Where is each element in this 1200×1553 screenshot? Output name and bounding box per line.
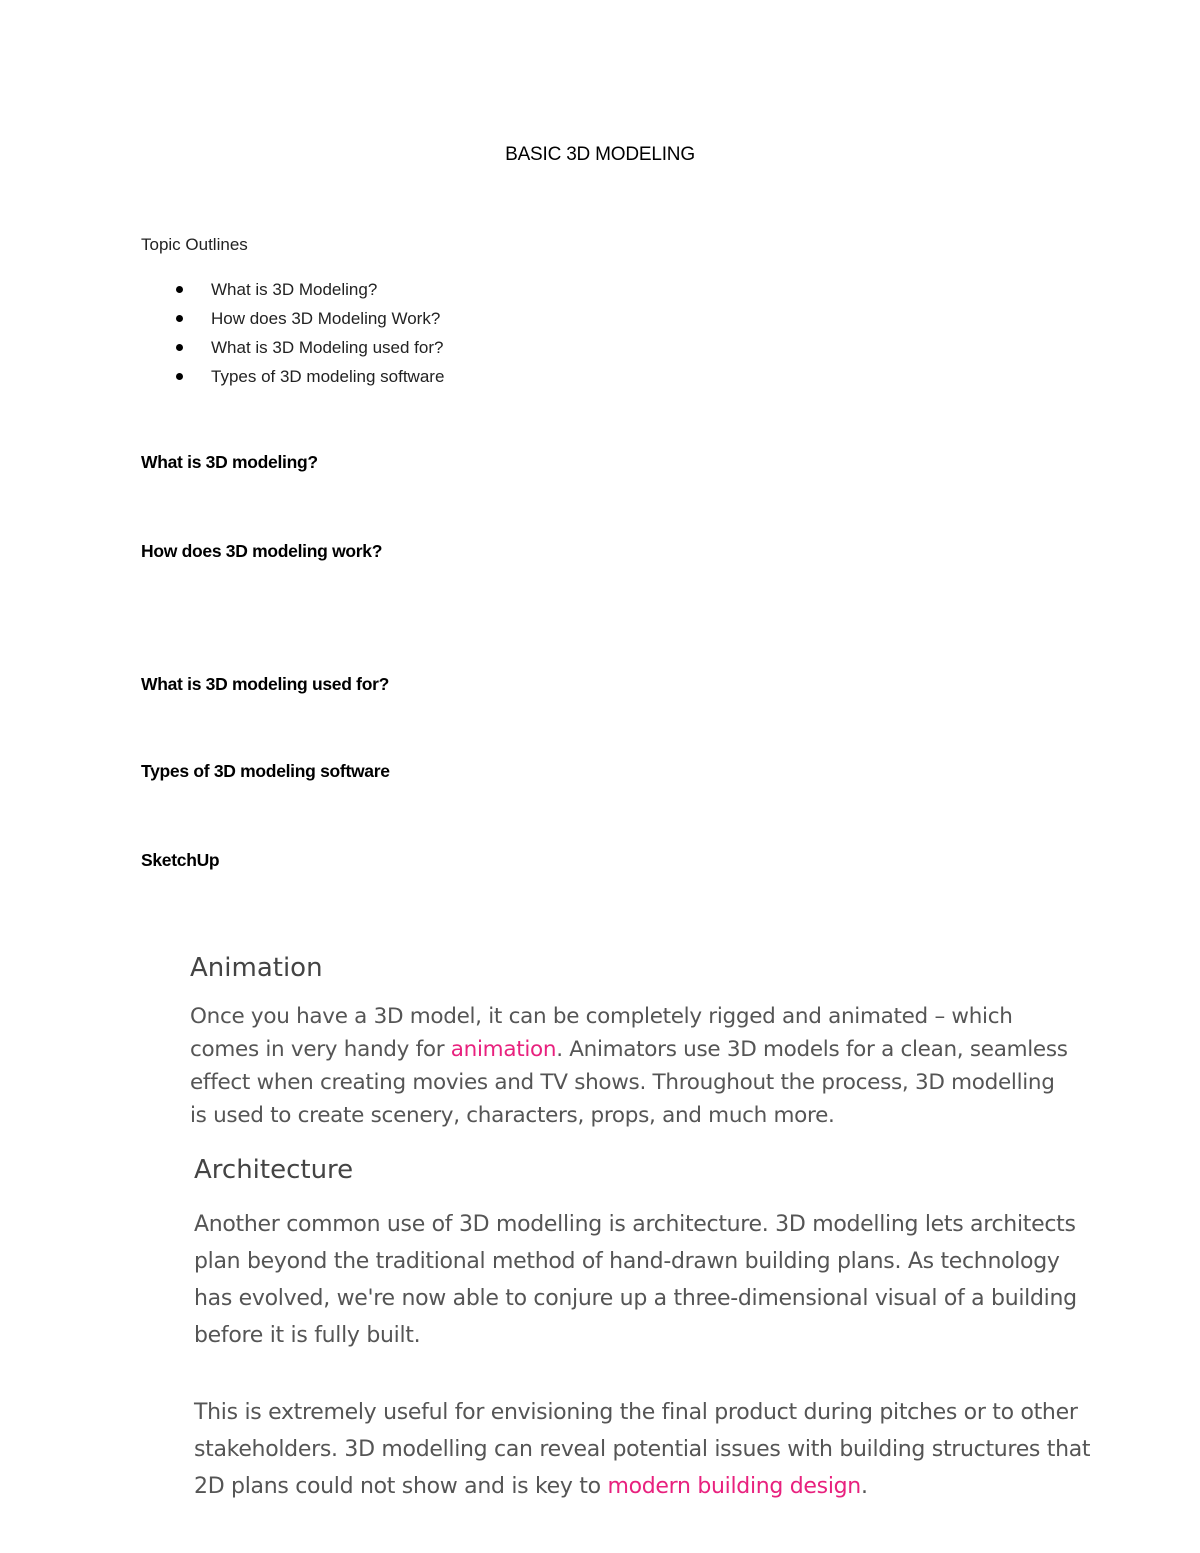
bullet-icon bbox=[176, 344, 183, 351]
outline-item bbox=[141, 277, 444, 306]
bullet-icon bbox=[176, 315, 183, 322]
document-title: BASIC 3D MODELING bbox=[505, 144, 695, 165]
heading-what-is-3d-modeling-used-for: What is 3D modeling used for? bbox=[141, 674, 389, 694]
animation-paragraph bbox=[190, 1000, 1070, 1132]
outline-item-text: Types of 3D modeling software bbox=[211, 367, 445, 386]
architecture-heading: Architecture bbox=[194, 1155, 354, 1185]
animation-text: Once you have a 3D model, it can be completely rigged and animated – which comes in very handy for bbox=[190, 1004, 1013, 1062]
animation-link[interactable]: animation bbox=[450, 1037, 557, 1062]
outline-item-text: How does 3D Modeling Work? bbox=[211, 309, 441, 328]
topic-outline-list bbox=[141, 277, 444, 393]
animation-screenshot bbox=[190, 948, 1070, 1138]
heading-types-of-software: Types of 3D modeling software bbox=[141, 761, 390, 781]
architecture-text: This is extremely useful for envisioning the final product during pitches or to other stakeholders. 3D modelling can reveal potential issues with building structures that 2D plans could not show and is key to bbox=[194, 1400, 1091, 1499]
modern-building-design-link[interactable]: modern building design bbox=[607, 1474, 861, 1499]
heading-sketchup: SketchUp bbox=[141, 850, 220, 870]
bullet-icon bbox=[176, 373, 183, 380]
outline-item-text: What is 3D Modeling used for? bbox=[211, 338, 444, 357]
architecture-screenshot bbox=[194, 1148, 1094, 1505]
heading-what-is-3d-modeling: What is 3D modeling? bbox=[141, 452, 318, 472]
outline-item bbox=[141, 364, 444, 393]
outline-item-text: What is 3D Modeling? bbox=[211, 280, 378, 299]
outline-item bbox=[141, 335, 444, 364]
architecture-paragraph-2 bbox=[194, 1394, 1094, 1505]
bullet-icon bbox=[176, 286, 183, 293]
architecture-text-end: . bbox=[860, 1474, 868, 1499]
animation-heading: Animation bbox=[190, 953, 323, 983]
animation-text-end: . Animators use 3D models for a clean, seamless effect when creating movies and TV shows. Throughout the process, 3D modelling is used to create scenery, characters, props, and much more. bbox=[190, 1037, 1068, 1128]
architecture-paragraph-1: Another common use of 3D modelling is architecture. 3D modelling lets architects plan beyond the traditional method of hand-drawn building plans. As technology has evolved, we're now able to conjure up a three-dimensional visual of a building before it is fully built. bbox=[194, 1212, 1077, 1348]
heading-how-does-3d-modeling-work: How does 3D modeling work? bbox=[141, 541, 383, 561]
topic-outlines-label: Topic Outlines bbox=[141, 235, 248, 254]
outline-item bbox=[141, 306, 444, 335]
